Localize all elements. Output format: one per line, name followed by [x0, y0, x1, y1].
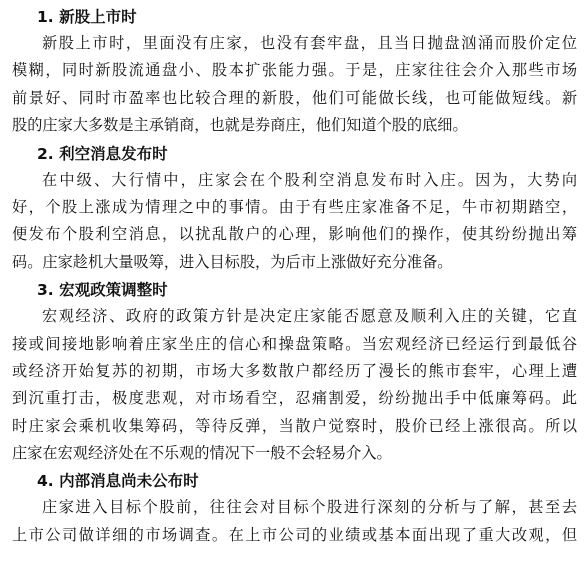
section-heading: 2. 利空消息发布时: [37, 144, 168, 163]
section-heading: 1. 新股上市时: [37, 8, 137, 26]
paragraph-line: 上市公司做详细的市场调查。在上市公司的业绩或基本面出现了重大改观，但: [12, 525, 577, 544]
section-3: [12, 277, 577, 467]
paragraph-line: 到沉重打击，极度悲观，对市场看空，忍痛割爱，纷纷抛出手中低廉筹码。此: [12, 389, 577, 408]
paragraph-line: 时庄家会乘机收集筹码，等待反弹，当散户觉察时，股价已经上涨很高。所以: [12, 416, 577, 435]
paragraph-line: 好，个股上涨成为情理之中的事情。由于有些庄家准备不足，牛市初期踏空，: [12, 197, 577, 216]
paragraph-line: 股的庄家大多数是主承销商，也就是券商庄，他们知道个股的底细。: [12, 116, 468, 135]
section-paragraph: [12, 30, 577, 140]
paragraph-line: 前景好、同时市盈率也比较合理的新股，他们可能做长线，也可能做短线。新: [12, 88, 577, 107]
section-heading: 4. 内部消息尚未公布时: [37, 472, 199, 491]
section-4: [12, 468, 577, 549]
paragraph-line: 在中级、大行情中，庄家会在个股利空消息发布时入庄。因为，大势向: [42, 170, 577, 189]
section-2: [12, 141, 577, 277]
section-heading: 3. 宏观政策调整时: [37, 281, 168, 300]
section-paragraph: [12, 494, 577, 549]
paragraph-line: 庄家在宏观经济处在不乐观的情况下一般不会轻易介入。: [12, 444, 392, 463]
paragraph-line: 接或间接地影响着庄家坐庄的信心和操盘策略。当宏观经济已经运行到最低谷: [12, 334, 577, 353]
paragraph-line: 或经济开始复苏的初期，市场大多数散户都经历了漫长的熊市套牢，心理上遭: [12, 361, 577, 380]
section-paragraph: [12, 167, 577, 277]
paragraph-line: 便发布个股利空消息，以扰乱散户的心理，影响他们的操作，使其纷纷抛出筹: [12, 225, 577, 244]
paragraph-line: 新股上市时，里面没有庄家，也没有套牢盘，且当日抛盘汹涌而股价定位: [42, 34, 577, 52]
section-1: [12, 4, 577, 140]
paragraph-line: 模糊，同时新股流通盘小、股本扩张能力强。于是，庄家往往会介入那些市场: [12, 61, 577, 80]
paragraph-line: 码。庄家趁机大量吸筹，进入目标股，为后市上涨做好充分准备。: [12, 252, 453, 271]
paragraph-line: 庄家进入目标个股前，往往会对目标个股进行深刻的分析与了解，甚至去: [42, 498, 577, 517]
section-paragraph: [12, 303, 577, 467]
paragraph-line: 宏观经济、政府的政策方针是决定庄家能否愿意及顺利入庄的关键，它直: [42, 307, 577, 326]
